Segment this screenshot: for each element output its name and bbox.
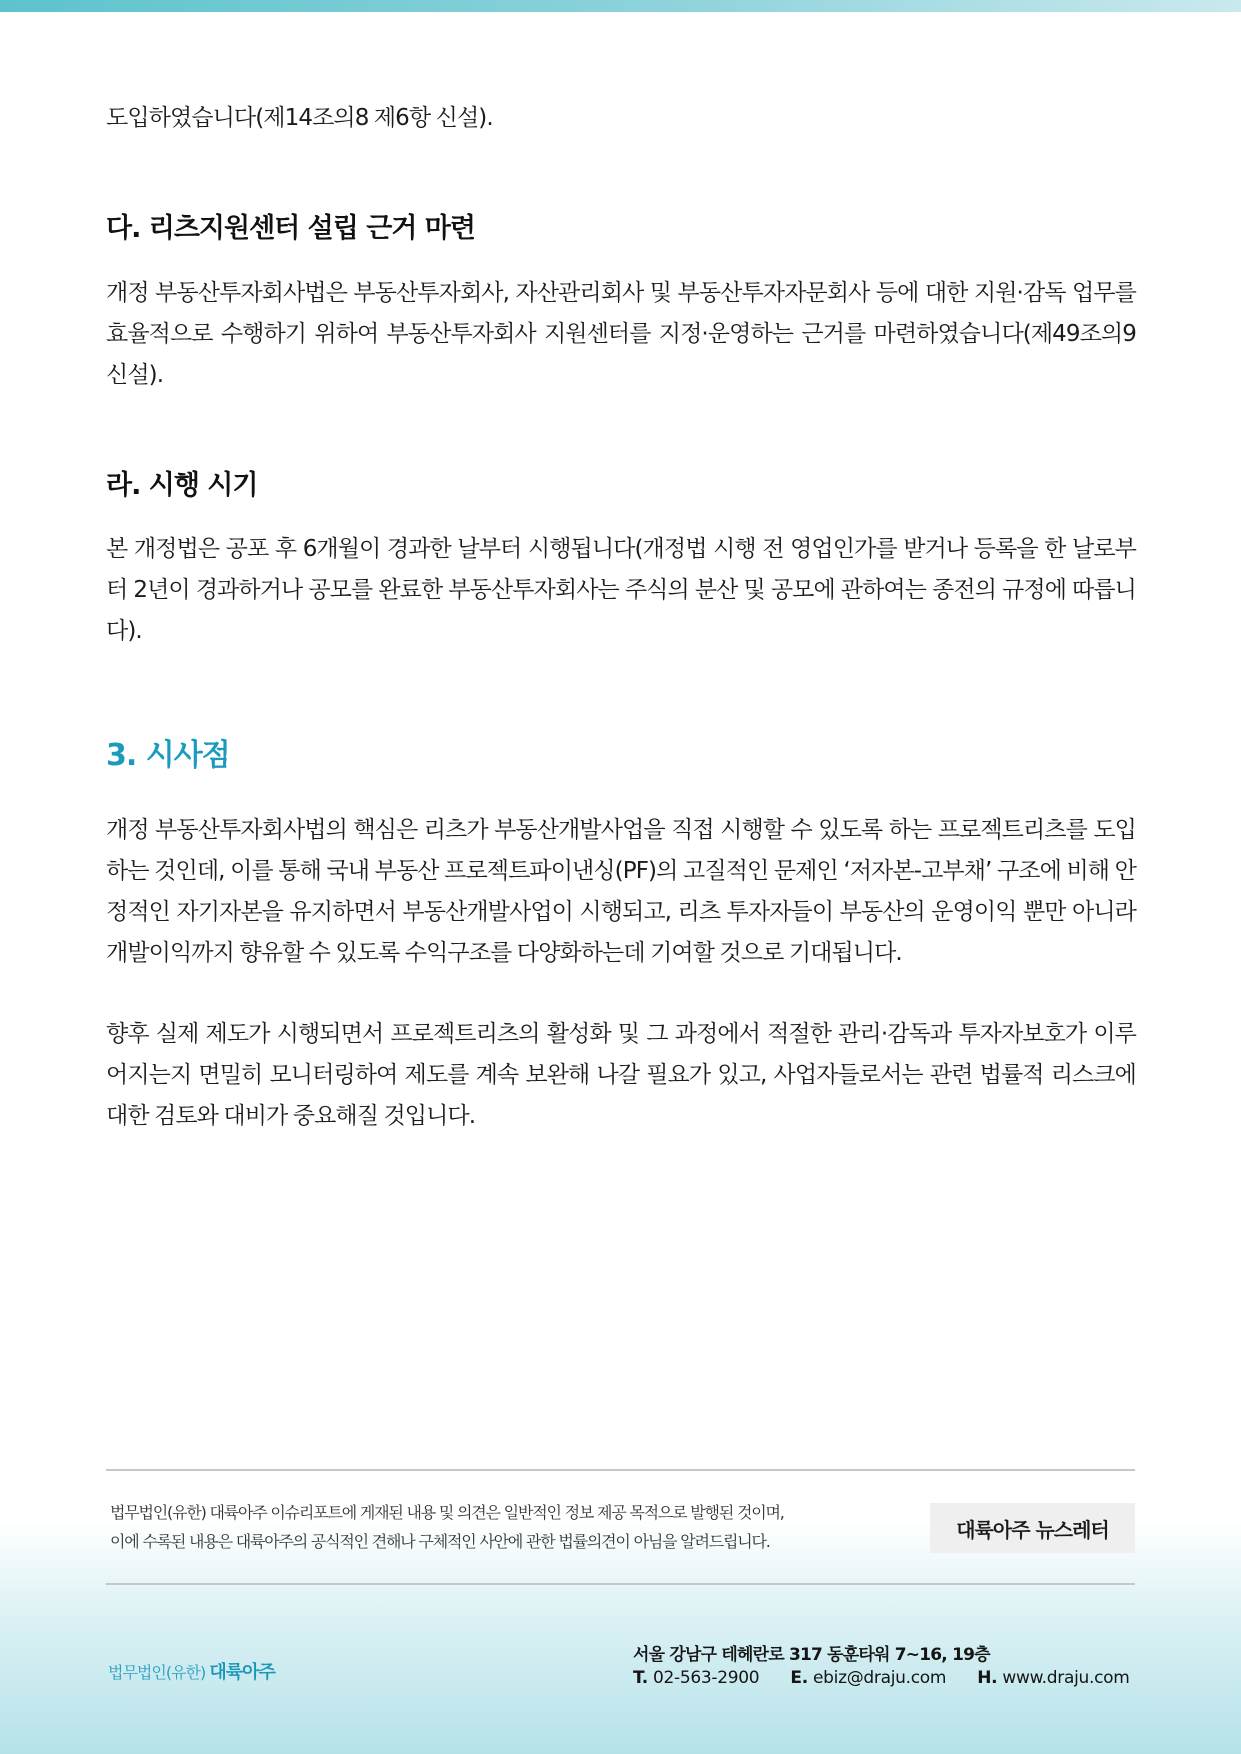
phone-number: 02-563-2900 (652, 1668, 760, 1688)
email-label: E. (790, 1668, 808, 1688)
contact-line (633, 1668, 1135, 1688)
footer-divider-bottom (106, 1583, 1135, 1585)
homepage-contact[interactable] (977, 1668, 1129, 1688)
intro-tail-paragraph: 도입하였습니다(제14조의8 제6항 신설). (106, 105, 493, 131)
section-da-paragraph: 개정 부동산투자회사법은 부동산투자회사, 자산관리회사 및 부동산투자자문회사 등에 대한 지원·감독 업무를 효율적으로 수행하기 위하여 부동산투자회사 지원센터를 지정·운영하는 근거를 마련하였습니다(제49조의9 신설). (106, 280, 1136, 388)
email-contact[interactable] (790, 1668, 946, 1688)
homepage-label: H. (977, 1668, 998, 1688)
brand-prefix: 법무법인(유한) (108, 1663, 206, 1682)
newsletter-button[interactable]: 대륙아주 뉴스레터 (930, 1503, 1135, 1553)
section-da-heading: 다. 리츠지원센터 설립 근거 마련 (106, 213, 475, 244)
email-address[interactable]: ebiz@draju.com (813, 1668, 947, 1688)
phone-label: T. (633, 1668, 648, 1688)
homepage-link[interactable]: www.draju.com (1002, 1668, 1130, 1688)
brand-logo-text (108, 1658, 275, 1684)
section-3-paragraph-1: 개정 부동산투자회사법의 핵심은 리츠가 부동산개발사업을 직접 시행할 수 있도록 하는 프로젝트리츠를 도입하는 것인데, 이를 통해 국내 부동산 프로젝트파이낸싱(PF)의 고질적인 문제인 ‘저자본-고부채’ 구조에 비해 안정적인 자기자본을 유지하면서 부동산개발사업이 시행되고, 리츠 투자자들이 부동산의 운영이익 뿐만 아니라 개발이익까지 향유할 수 있도록 수익구조를 다양화하는데 기여할 것으로 기대됩니다. (106, 817, 1136, 966)
section-3-paragraph-2: 향후 실제 제도가 시행되면서 프로젝트리츠의 활성화 및 그 과정에서 적절한 관리·감독과 투자자보호가 이루어지는지 면밀히 모니터링하여 제도를 계속 보완해 나갈 필요가 있고, 사업자들로서는 관련 법률적 리스크에 대한 검토와 대비가 중요해질 것입니다. (106, 1021, 1136, 1129)
brand-name: 대륙아주 (209, 1662, 275, 1683)
footer-disclaimer (110, 1498, 870, 1556)
section-ra-heading: 라. 시행 시기 (106, 470, 258, 501)
phone-contact (633, 1668, 759, 1688)
top-accent-bar (0, 0, 1241, 12)
disclaimer-line-2: 이에 수록된 내용은 대륙아주의 공식적인 견해나 구체적인 사안에 관한 법률의견이 아님을 알려드립니다. (110, 1532, 770, 1551)
office-address: 서울 강남구 테헤란로 317 동훈타워 7~16, 19층 (633, 1645, 990, 1665)
footer-divider-top (106, 1469, 1135, 1471)
disclaimer-line-1: 법무법인(유한) 대륙아주 이슈리포트에 게재된 내용 및 의견은 일반적인 정보 제공 목적으로 발행된 것이며, (110, 1503, 784, 1522)
section-ra-paragraph: 본 개정법은 공포 후 6개월이 경과한 날부터 시행됩니다(개정법 시행 전 영업인가를 받거나 등록을 한 날로부터 2년이 경과하거나 공모를 완료한 부동산투자회사는 주식의 분산 및 공모에 관하여는 종전의 규정에 따릅니다). (106, 536, 1136, 644)
section-3-heading: 3. 시사점 (106, 738, 230, 773)
